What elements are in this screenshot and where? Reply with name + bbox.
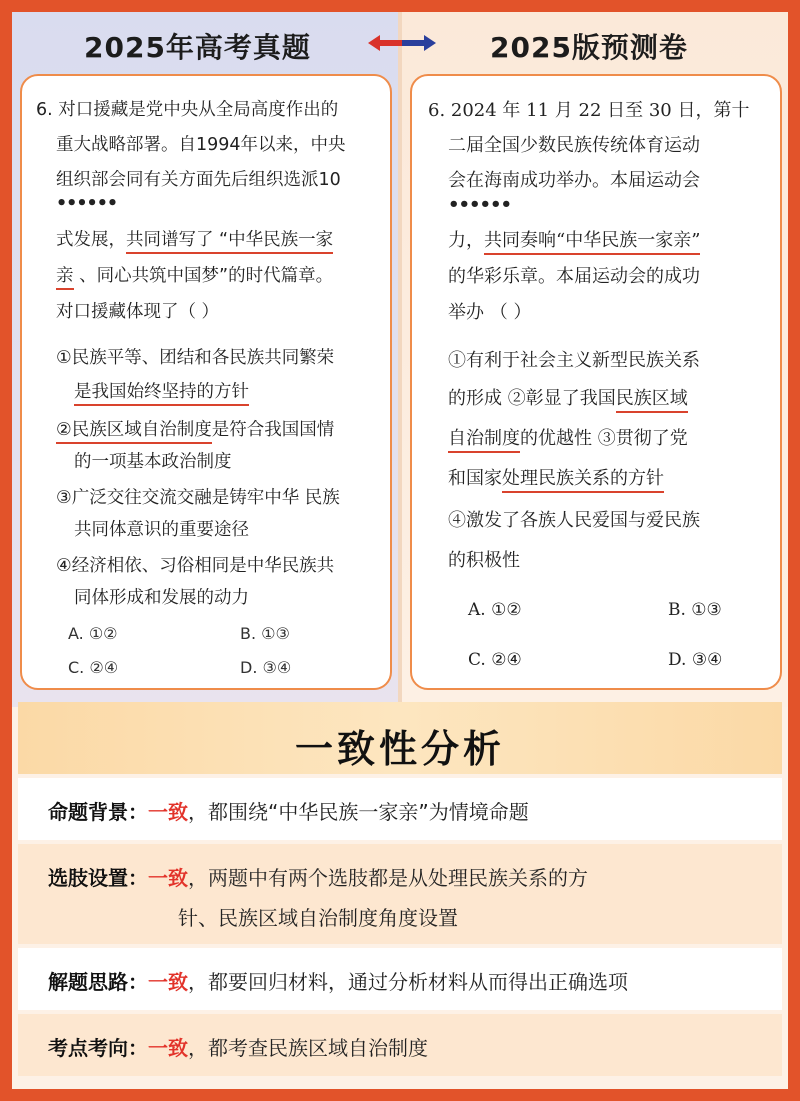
verdict-text: 一致 xyxy=(148,1036,188,1060)
choice-3-line xyxy=(448,464,788,490)
choice-1-line xyxy=(74,378,442,403)
analysis-row-label xyxy=(48,796,529,825)
question-line xyxy=(56,226,424,251)
answer-option-c: C. ②④ xyxy=(468,650,522,670)
choice-4-line: 的积极性 xyxy=(448,550,520,571)
underlined-phrase: 处理民族关系的方针 xyxy=(502,468,664,493)
question-line: 组织部会同有关方面先后组织选派10 xyxy=(56,170,341,190)
row-detail-continuation: 针、民族区域自治制度角度设置 xyxy=(178,906,458,930)
analysis-row-label xyxy=(48,966,628,995)
answer-option-a: A. ①② xyxy=(68,624,118,643)
double-arrow-icon xyxy=(366,32,438,54)
row-detail-text: ，都要回归材料，通过分析材料从而得出正确选项 xyxy=(188,970,628,994)
choice-3-line: ③广泛交往交流交融是铸牢中华 民族 xyxy=(56,488,340,508)
question-line: 6. 2024 年 11 月 22 日至 30 日，第十 xyxy=(428,100,750,121)
row-label-text: 命题背景： xyxy=(48,800,148,824)
analysis-title: 一致性分析 xyxy=(294,727,505,771)
answer-option-a: A. ①② xyxy=(468,600,522,620)
analysis-row-label xyxy=(48,862,588,891)
choice-4-line: ④经济相依、习俗相同是中华民族共 xyxy=(56,556,335,576)
question-line xyxy=(448,226,788,252)
prediction-question-card xyxy=(410,74,782,690)
analysis-row-label xyxy=(48,1032,428,1061)
underlined-phrase: 共同奏响“中华民族一家亲” xyxy=(484,230,700,255)
row-detail-text: ，都考查民族区域自治制度 xyxy=(188,1036,428,1060)
analysis-row-focus xyxy=(18,1014,782,1076)
question-text: 的形成 ②彰显了我国 xyxy=(448,388,616,409)
question-text: 的优越性 ③贯彻了党 xyxy=(520,428,688,449)
verdict-text: 一致 xyxy=(148,970,188,994)
answer-option-d: D. ③④ xyxy=(240,658,292,677)
question-line xyxy=(56,262,424,287)
row-detail-text: ，两题中有两个选肢都是从处理民族关系的方 xyxy=(188,866,588,890)
choice-2-line xyxy=(56,416,424,441)
exam-question-card xyxy=(20,74,392,690)
choice-2-line xyxy=(448,384,788,410)
question-text: 式发展， xyxy=(56,230,126,250)
question-text: 力， xyxy=(448,230,484,251)
verdict-text: 一致 xyxy=(148,800,188,824)
choice-3-line: 共同体意识的重要途径 xyxy=(74,520,249,540)
question-text: 、同心共筑中国梦”的时代篇章。 xyxy=(73,266,334,286)
analysis-row-background xyxy=(18,778,782,840)
page-frame xyxy=(12,12,788,1089)
choice-1-line: ①有利于社会主义新型民族关系 xyxy=(448,350,700,371)
underlined-phrase: ②民族区域自治制度 xyxy=(56,420,212,444)
question-text: 和国家 xyxy=(448,468,502,489)
row-detail-text: ，都围绕“中华民族一家亲”为情境命题 xyxy=(188,800,529,824)
underlined-phrase: 共同谱写了 “中华民族一家 xyxy=(126,230,333,254)
question-line: 会在海南成功举办。本届运动会 xyxy=(448,170,700,191)
underlined-phrase: 自治制度 xyxy=(448,428,520,453)
question-line: 的华彩乐章。本届运动会的成功 xyxy=(448,266,700,287)
choice-4-line: ④激发了各族人民爱国与爱民族 xyxy=(448,510,700,531)
question-line: 重大战略部署。自1994年以来，中央 xyxy=(56,135,346,155)
choice-4-line: 同体形成和发展的动力 xyxy=(74,588,249,608)
underlined-phrase: 亲 xyxy=(56,266,74,290)
answer-option-c: C. ②④ xyxy=(68,658,119,677)
question-text: 是符合我国国情 xyxy=(211,420,335,440)
underlined-phrase: 民族区域 xyxy=(616,388,688,413)
answer-option-b: B. ①③ xyxy=(668,600,722,620)
analysis-row-approach xyxy=(18,948,782,1010)
question-stem: 举办 （ ） xyxy=(448,302,532,323)
question-stem: 对口援藏体现了（ ） xyxy=(56,302,220,322)
answer-option-b: B. ①③ xyxy=(240,624,290,643)
choice-2-line: 的一项基本政治制度 xyxy=(74,452,232,472)
underlined-phrase: 是我国始终坚持的方针 xyxy=(74,382,249,406)
ellipsis-dots: •••••• xyxy=(448,194,512,215)
ellipsis-dots: •••••• xyxy=(56,194,118,214)
right-column-title: 2025版预测卷 xyxy=(490,31,688,64)
answer-option-d: D. ③④ xyxy=(668,650,723,670)
question-line: 6. 对口援藏是党中央从全局高度作出的 xyxy=(36,100,339,120)
left-column-title: 2025年高考真题 xyxy=(84,31,311,64)
verdict-text: 一致 xyxy=(148,866,188,890)
choice-1-line: ①民族平等、团结和各民族共同繁荣 xyxy=(56,348,335,368)
row-label-text: 选肢设置： xyxy=(48,866,148,890)
question-line: 二届全国少数民族传统体育运动 xyxy=(448,135,700,156)
row-label-text: 解题思路： xyxy=(48,970,148,994)
row-label-text: 考点考向： xyxy=(48,1036,148,1060)
analysis-row-options xyxy=(18,844,782,944)
choice-2-line xyxy=(448,424,788,450)
